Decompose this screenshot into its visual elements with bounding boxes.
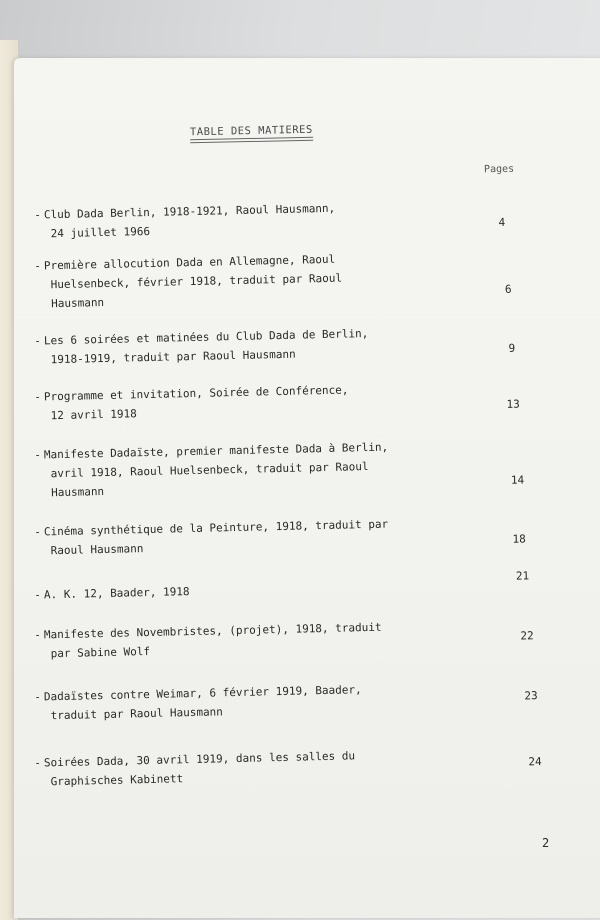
toc-entry-line: Hausmann	[50, 485, 105, 500]
toc-entry-line: Manifeste Dadaïste, premier manifeste Dada à Berlin,	[43, 440, 389, 462]
page-title: TABLE DES MATIERES	[189, 123, 313, 139]
toc-entry-line: Cinéma synthétique de la Peinture, 1918, traduit par	[43, 517, 389, 539]
toc-entry-line: 1918-1919, traduit par Raoul Hausmann	[50, 347, 296, 367]
toc-entry-line: par Sabine Wolf	[50, 644, 151, 661]
toc-entry-line: Dadaïstes contre Weimar, 6 février 1919, Baader,	[43, 683, 362, 704]
toc-entry[interactable]: - Manifeste des Novembristes, (projet), 1918, traduit par Sabine Wolf 22	[0, 614, 560, 627]
pages-column-header: Pages	[483, 163, 515, 176]
toc-entry[interactable]: - A. K. 12, Baader, 1918 21	[0, 574, 560, 587]
toc-entry-line: Les 6 soirées et matinées du Club Dada de Berlin,	[43, 326, 369, 348]
toc-entry-line: A. K. 12, Baader, 1918	[43, 585, 190, 602]
toc-entry-line: Première allocution Dada en Allemagne, Raoul	[43, 252, 336, 273]
toc-page-number: 14	[510, 473, 525, 487]
toc-entry-line: traduit par Raoul Hausmann	[50, 705, 223, 723]
toc-entry[interactable]: - Première allocution Dada en Allemagne, Raoul Huelsenbeck, février 1918, traduit par Raoul Hausmann 6	[0, 245, 560, 258]
toc-page-number: 18	[512, 532, 526, 546]
toc-entry-line: Club Dada Berlin, 1918-1921, Raoul Hausmann,	[43, 201, 336, 222]
folio-page-number: 2	[542, 836, 550, 850]
toc-page-number: 9	[508, 341, 516, 355]
toc-page-number: 23	[524, 689, 538, 703]
toc-entry-line: Soirées Dada, 30 avril 1919, dans les salles du	[43, 749, 356, 770]
toc-entry-line: Raoul Hausmann	[50, 542, 144, 558]
toc-entry-line: 12 avril 1918	[50, 407, 137, 423]
toc-page-number: 6	[504, 282, 512, 296]
toc-entry[interactable]: - Club Dada Berlin, 1918-1921, Raoul Hausmann, 24 juillet 1966 4	[0, 194, 560, 207]
toc-entry-line: Manifeste des Novembristes, (projet), 1918, traduit	[43, 620, 382, 642]
toc-page-number: 22	[520, 629, 534, 643]
toc-entry-line: Graphisches Kabinett	[50, 772, 184, 789]
toc-entry[interactable]: - Les 6 soirées et matinées du Club Dada de Berlin, 1918-1919, traduit par Raoul Hausmann 9	[0, 320, 560, 333]
toc-page-number: 24	[528, 755, 542, 769]
toc-page-number: 13	[506, 397, 520, 411]
toc-entry[interactable]: - Programme et invitation, Soirée de Conférence, 12 avril 1918 13	[0, 376, 560, 389]
toc-entry[interactable]: - Cinéma synthétique de la Peinture, 1918, traduit par Raoul Hausmann 18	[0, 511, 560, 524]
toc-page-number: 4	[498, 215, 506, 230]
toc-entry[interactable]: - Manifeste Dadaïste, premier manifeste Dada à Berlin, avril 1918, Raoul Huelsenbeck, traduit par Raoul Hausmann 14	[0, 434, 560, 447]
toc-entry-line: avril 1918, Raoul Huelsenbeck, traduit par Raoul	[50, 460, 369, 481]
toc-entry-line: Huelsenbeck, février 1918, traduit par Raoul	[50, 271, 343, 292]
toc-entry-line: 24 juillet 1966	[50, 224, 151, 241]
toc-page-number: 21	[515, 569, 530, 583]
toc-entry-line: Programme et invitation, Soirée de Conférence,	[43, 383, 349, 404]
toc-entry-line: Hausmann	[50, 296, 105, 311]
toc-entry[interactable]: - Dadaïstes contre Weimar, 6 février 1919, Baader, traduit par Raoul Hausmann 23	[0, 676, 560, 689]
toc-entry[interactable]: - Soirées Dada, 30 avril 1919, dans les salles du Graphisches Kabinett 24	[0, 742, 560, 755]
